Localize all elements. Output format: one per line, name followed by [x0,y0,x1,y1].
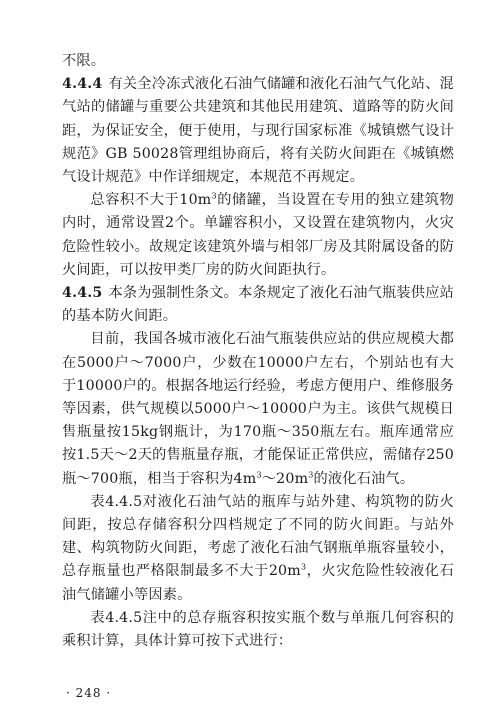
clause-number: 4.4.5 [62,285,103,302]
superscript: 3 [300,562,307,572]
paragraph-table-note [62,607,454,653]
paragraph-table-4-4-5 [62,491,454,607]
paragraph-continuation [62,50,454,73]
paragraph-text-before: 目前，我国各城市液化石油气瓶装供应站的供应规模大都在5000户～7000户，少数在10000户左右，个别站也有大于10000户的。根据各地运行经验，考虑方便用户、维修服务等因素，供气规模以5000户～10000户为主。该供气规模日售瓶量按15kg钢瓶计，为170瓶～350瓶左右。瓶库通常应按1.5天～2天的售瓶量存瓶，才能保证正常供应，需储存250瓶～700瓶，相当于容积为4m [62,331,454,487]
superscript: 3 [211,191,217,201]
paragraph-text-before: 表4.4.5对液化石油气站的瓶库与站外建、构筑物的防火间距，按总存储容积分四档规定了不同的防火间距。与站外建、构筑物防火间距，考虑了液化石油气钢瓶单瓶容量较小，总存瓶量也严格限制最多不大于20m [62,493,454,580]
paragraph-text-middle: ～20m [261,470,309,487]
paragraph-text-after: 的液化石油气。 [313,470,415,487]
document-body [62,50,454,653]
paragraph-text-after: ，火灾危险性较液化石油气储罐小等因素。 [62,563,454,603]
paragraph-text: 表4.4.5注中的总存瓶容积按实瓶个数与单瓶几何容积的乘积计算，具体计算可按下式进行： [62,609,454,650]
paragraph-text: 本条为强制性条文。本条规定了液化石油气瓶装供应站的基本防火间距。 [62,285,454,325]
paragraph-storage-tank [62,189,454,282]
superscript: 3 [308,469,314,479]
clause-4-4-5 [62,282,454,328]
paragraph-text: 不限。 [62,53,106,69]
paragraph-supply-scale [62,328,454,490]
clause-4-4-4 [62,73,454,189]
clause-number: 4.4.4 [62,76,103,93]
superscript: 3 [256,469,262,479]
paragraph-text-after: 的储罐，当设置在专用的独立建筑物内时，通常设置2个。单罐容积小，又设置在建筑物内，火灾危险性较小。故规定该建筑外墙与相邻厂房及其附属设备的防火间距，可以按甲类厂房的防火间距执行。 [62,192,455,278]
paragraph-text-before: 总容积不大于10m [90,192,212,209]
paragraph-text: 有关全冷冻式液化石油气储罐和液化石油气气化站、混气站的储罐与重要公共建筑和其他民用建筑、道路等的防火间距，为保证安全，便于使用，与现行国家标准《城镇燃气设计规范》GB 50028管理组协商后，将有关防火间距在《城镇燃气设计规范》中作详细规定，本规范不再规定。 [62,76,454,186]
page-number: · 248 · [66,686,112,700]
